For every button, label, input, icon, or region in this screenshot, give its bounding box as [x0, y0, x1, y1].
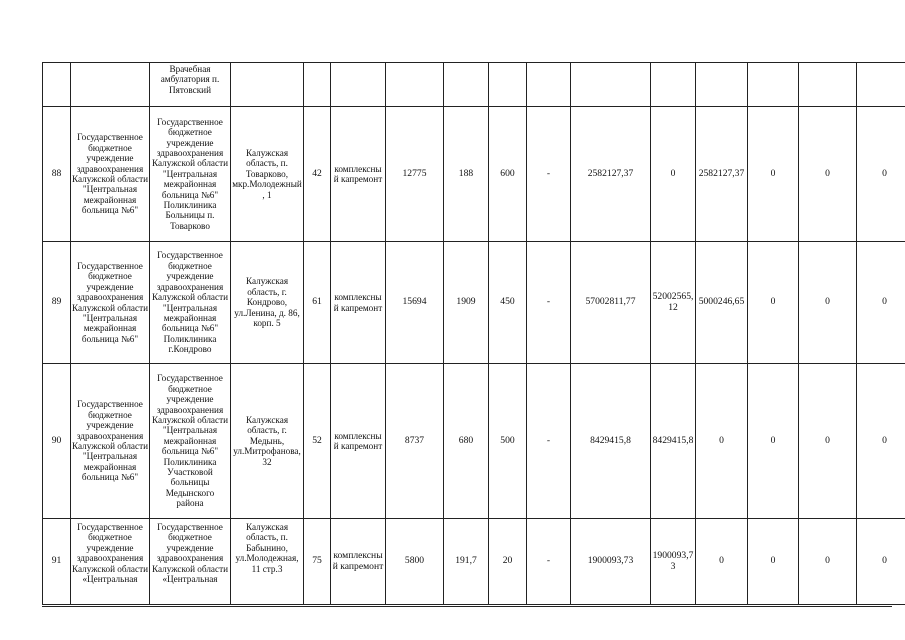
length-cell: 500: [489, 364, 527, 519]
row-number: 89: [43, 242, 71, 364]
volume-cell: 680: [444, 364, 489, 519]
federal-funds-cell: 1900093,73: [651, 519, 696, 605]
organization-cell: [71, 63, 150, 107]
federal-funds-cell: 8429415,8: [651, 364, 696, 519]
work-type-cell: комплексный капремонт: [331, 107, 386, 242]
address-cell: [231, 63, 304, 107]
address-cell: Калужская область, г. Кондрово, ул.Ленина, д. 86, корп. 5: [231, 242, 304, 364]
area-cell: 12775: [386, 107, 444, 242]
object-name-cell: Государственное бюджетное учреждение здравоохранения Калужской области "Центральная межрайонная больница №6" Поликлиника Больницы п. Товарково: [150, 107, 231, 242]
regional-funds-cell: 0: [696, 364, 748, 519]
address-cell: Калужская область, п. Бабынино, ул.Молодежная, 11 стр.3: [231, 519, 304, 605]
regional-funds-cell: 2582127,37: [696, 107, 748, 242]
row-number: 91: [43, 519, 71, 605]
table-row: [43, 242, 905, 364]
capital-repair-table: [42, 62, 905, 605]
object-name-cell: Государственное бюджетное учреждение здравоохранения Калужской области "Центральная межрайонная больница №6" Поликлиника г.Кондрово: [150, 242, 231, 364]
extra-funds-cell: 0: [857, 242, 905, 364]
other-funds-cell: [799, 63, 857, 107]
regional-funds-cell: 5000246,65: [696, 242, 748, 364]
area-cell: 5800: [386, 519, 444, 605]
year-cell: 52: [304, 364, 331, 519]
local-funds-cell: [748, 63, 799, 107]
table-row: [43, 364, 905, 519]
regional-funds-cell: 0: [696, 519, 748, 605]
length-cell: 600: [489, 107, 527, 242]
organization-cell: Государственное бюджетное учреждение здравоохранения Калужской области "Центральная межрайонная больница №6": [71, 242, 150, 364]
organization-cell: Государственное бюджетное учреждение здравоохранения Калужской области «Центральная: [71, 519, 150, 605]
dash-cell: -: [527, 364, 571, 519]
other-funds-cell: 0: [799, 242, 857, 364]
work-type-cell: комплексный капремонт: [331, 242, 386, 364]
length-cell: 20: [489, 519, 527, 605]
object-name-cell: Врачебная амбулатория п. Пятовский: [150, 63, 231, 107]
object-name-cell: Государственное бюджетное учреждение здравоохранения Калужской области «Центральная: [150, 519, 231, 605]
extra-funds-cell: 0: [857, 519, 905, 605]
address-cell: Калужская область, г. Медынь, ул.Митрофанова, 32: [231, 364, 304, 519]
extra-funds-cell: 0: [857, 107, 905, 242]
volume-cell: 188: [444, 107, 489, 242]
volume-cell: 191,7: [444, 519, 489, 605]
address-cell: Калужская область, п. Товарково, мкр.Молодежный, 1: [231, 107, 304, 242]
area-cell: [386, 63, 444, 107]
year-cell: [304, 63, 331, 107]
federal-funds-cell: 0: [651, 107, 696, 242]
organization-cell: Государственное бюджетное учреждение здравоохранения Калужской области "Центральная межрайонная больница №6": [71, 107, 150, 242]
table-row: [43, 63, 905, 107]
volume-cell: 1909: [444, 242, 489, 364]
work-type-cell: комплексный капремонт: [331, 519, 386, 605]
length-cell: [489, 63, 527, 107]
row-number: [43, 63, 71, 107]
other-funds-cell: 0: [799, 364, 857, 519]
table-row: [43, 519, 905, 605]
federal-funds-cell: 52002565,12: [651, 242, 696, 364]
page-bottom-rule: [42, 606, 892, 607]
total-cost-cell: 8429415,8: [571, 364, 651, 519]
other-funds-cell: 0: [799, 107, 857, 242]
federal-funds-cell: [651, 63, 696, 107]
dash-cell: -: [527, 519, 571, 605]
year-cell: 42: [304, 107, 331, 242]
year-cell: 75: [304, 519, 331, 605]
total-cost-cell: 57002811,77: [571, 242, 651, 364]
volume-cell: [444, 63, 489, 107]
local-funds-cell: 0: [748, 107, 799, 242]
dash-cell: -: [527, 107, 571, 242]
local-funds-cell: 0: [748, 242, 799, 364]
dash-cell: [527, 63, 571, 107]
local-funds-cell: 0: [748, 364, 799, 519]
total-cost-cell: 2582127,37: [571, 107, 651, 242]
extra-funds-cell: [857, 63, 905, 107]
work-type-cell: комплексный капремонт: [331, 364, 386, 519]
capital-repair-table-page: [42, 62, 892, 607]
organization-cell: Государственное бюджетное учреждение здравоохранения Калужской области "Центральная межрайонная больница №6": [71, 364, 150, 519]
area-cell: 15694: [386, 242, 444, 364]
object-name-cell: Государственное бюджетное учреждение здравоохранения Калужской области "Центральная межрайонная больница №6" Поликлиника Участковой больницы Медынского района: [150, 364, 231, 519]
regional-funds-cell: [696, 63, 748, 107]
local-funds-cell: 0: [748, 519, 799, 605]
length-cell: 450: [489, 242, 527, 364]
total-cost-cell: 1900093,73: [571, 519, 651, 605]
extra-funds-cell: 0: [857, 364, 905, 519]
total-cost-cell: [571, 63, 651, 107]
row-number: 88: [43, 107, 71, 242]
row-number: 90: [43, 364, 71, 519]
table-row: [43, 107, 905, 242]
other-funds-cell: 0: [799, 519, 857, 605]
area-cell: 8737: [386, 364, 444, 519]
dash-cell: -: [527, 242, 571, 364]
year-cell: 61: [304, 242, 331, 364]
work-type-cell: [331, 63, 386, 107]
